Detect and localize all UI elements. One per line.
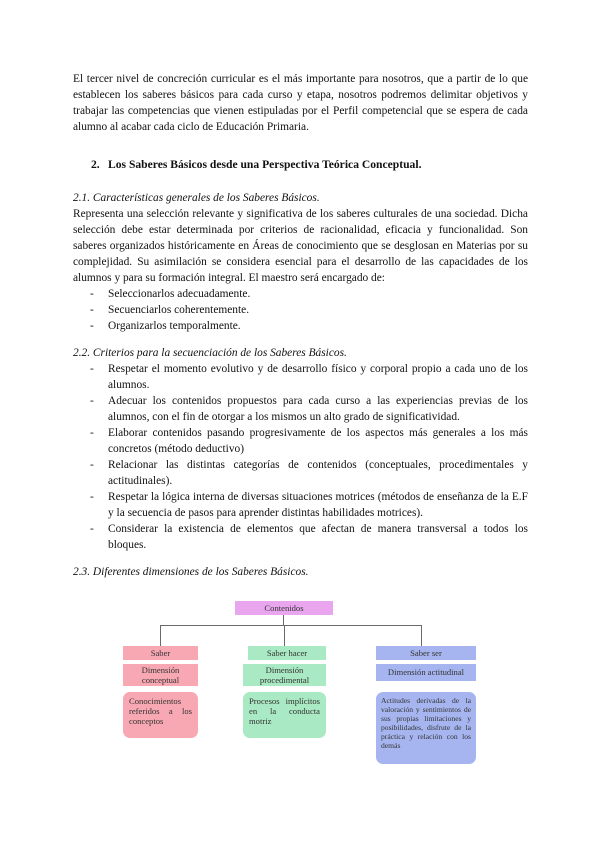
diagram-dimension-procedimental: Dimensión procedimental (243, 664, 326, 686)
section-title: Los Saberes Básicos desde una Perspectiva Teórica Conceptual. (108, 158, 422, 171)
section-number: 2. (91, 158, 100, 171)
list-item: - Relacionar las distintas categorías de contenidos (conceptuales, procedimentales y actitudinales). (73, 457, 528, 489)
diagram-label-saber: Saber (123, 646, 198, 660)
list-item: - Respetar el momento evolutivo y de desarrollo físico y corporal propio a cada uno de los alumnos. (73, 361, 528, 393)
list-item: - Organizarlos temporalmente. (73, 318, 528, 334)
intro-paragraph: El tercer nivel de concreción curricular es el más importante para nosotros, que a partir de lo que establecen los saberes básicos para cada curso y etapa, nosotros podremos delimitar objetivos y trabajar las competencias que vienen estipuladas por el Perfil competencial que se espera de cada alumno al acabar cada ciclo de Educación Primaria. (73, 73, 528, 133)
section-heading (73, 158, 528, 171)
diagram-root: Contenidos (235, 601, 333, 615)
subsection-title-2-2: 2.2. Criterios para la secuenciación de los Saberes Básicos. (73, 347, 347, 359)
diagram-label-saber-ser: Saber ser (376, 646, 476, 660)
list-item: - Adecuar los contenidos propuestos para cada curso a las experiencias previas de los alumnos, con el fin de otorgar a los mismos un alto grado de significatividad. (73, 393, 528, 425)
task-list (73, 286, 528, 334)
subsection-title-2-1: 2.1. Características generales de los Saberes Básicos. (73, 192, 320, 204)
diagram-dimension-conceptual: Dimensión conceptual (123, 664, 198, 686)
list-item: - Respetar la lógica interna de diversas situaciones motrices (métodos de enseñanza de la E.F y la secuencia de pasos para aprender distintas habilidades motrices). (73, 489, 528, 521)
diagram-dimension-actitudinal: Dimensión actitudinal (376, 664, 476, 681)
diagram-description-actitudinal: Actitudes derivadas de la valoración y sentimientos de sus propias limitaciones y posibilidades, disfrute de la práctica y relación con los demás (376, 692, 476, 764)
connector-line (160, 625, 422, 626)
connector-line (284, 625, 285, 646)
diagram-description-conceptual: Conocimientos referidos a los conceptos (123, 692, 198, 738)
connector-line (421, 625, 422, 646)
list-item: - Seleccionarlos adecuadamente. (73, 286, 528, 302)
connector-line (160, 625, 161, 646)
criteria-list (73, 361, 528, 553)
list-item: - Elaborar contenidos pasando progresivamente de los aspectos más generales a los más concretos (método deductivo) (73, 425, 528, 457)
list-item: - Considerar la existencia de elementos que afectan de manera transversal a todos los bloques. (73, 521, 528, 553)
list-item: - Secuenciarlos coherentemente. (73, 302, 528, 318)
diagram-description-procedimental: Procesos implícitos en la conducta motriz (243, 692, 326, 738)
document-page (73, 71, 528, 580)
subsection-title-2-3: 2.3. Diferentes dimensiones de los Saberes Básicos. (73, 566, 309, 578)
diagram-label-saber-hacer: Saber hacer (248, 646, 326, 660)
subsection-paragraph: Representa una selección relevante y significativa de los saberes culturales de una sociedad. Dicha selección debe estar determinada por criterios de racionalidad, eficacia y funcionalidad. Son saberes organizados históricamente en Áreas de conocimiento que se desglosan en Materias por su complejidad. Su asimilación se considera esencial para el desarrollo de las capacidades de los alumnos y para su formación integral. El maestro será encargado de: (73, 208, 528, 284)
connector-line (283, 615, 284, 625)
